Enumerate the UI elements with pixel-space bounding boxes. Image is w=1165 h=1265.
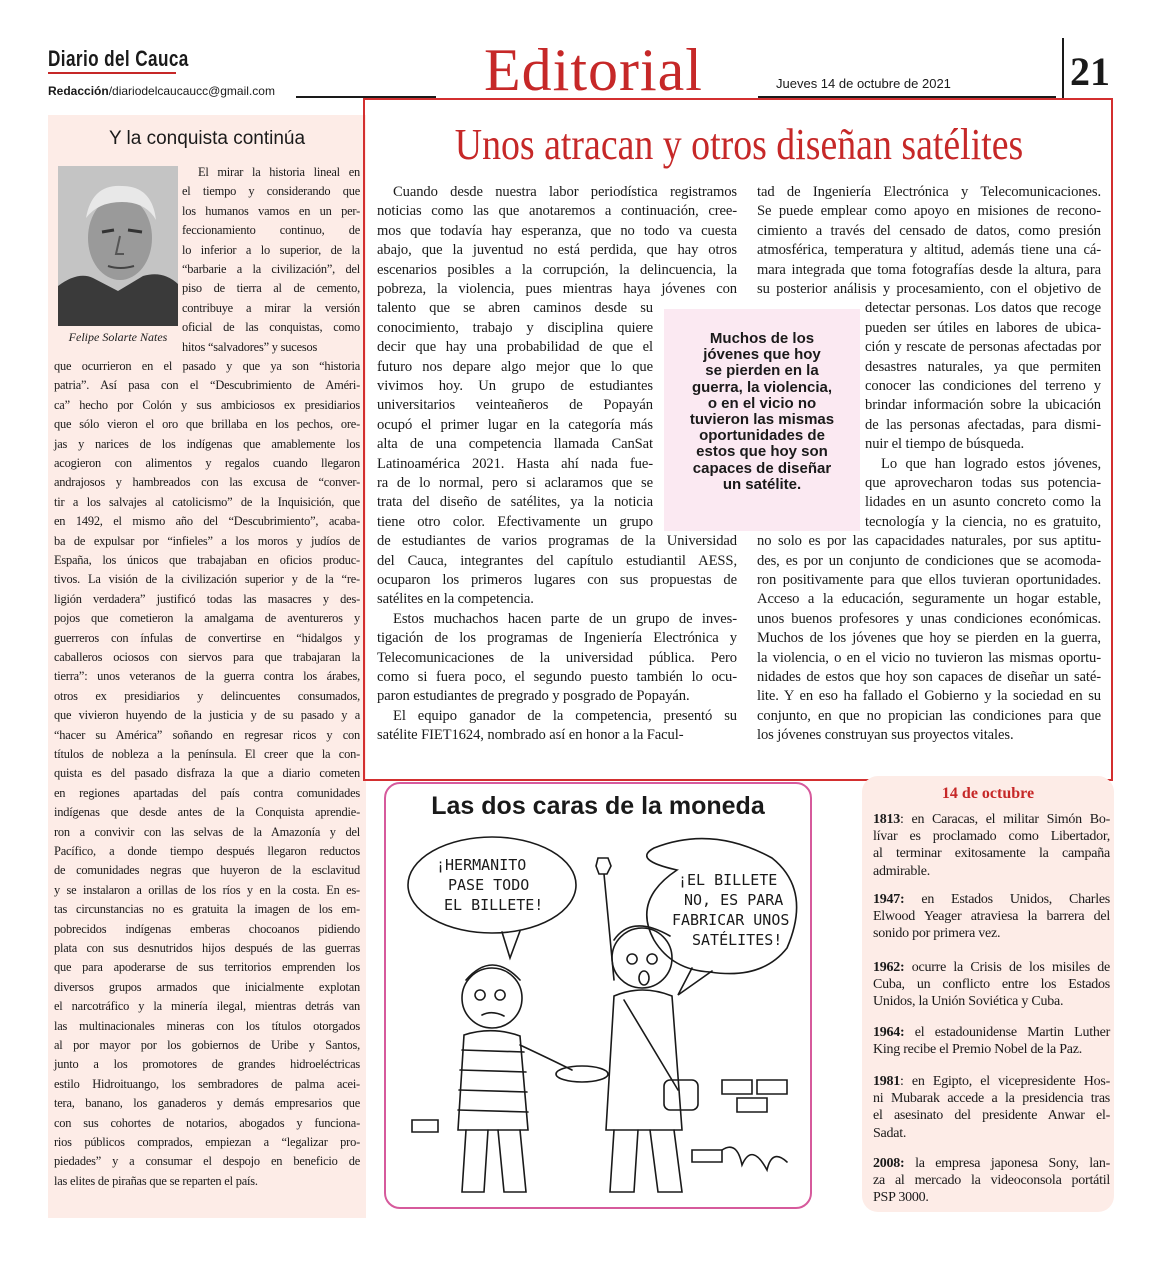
opinion-body-line: las elites de pirañas que se reparten el país. [54, 1173, 258, 1188]
editorial-line: unos buenos profesores y unas condiciones económicas. [757, 610, 1101, 627]
opinion-body-line: tivos. La visión de la civilización superior y de la “re- [54, 572, 360, 587]
opinion-body-line: rios públicos comprados, empiezan a “legalizar pro- [54, 1135, 360, 1149]
opinion-body-line: piedades” y a consumar el despojo en beneficio de [54, 1154, 360, 1169]
efemeride-line: el asesinato del presidente Anwar el- [873, 1108, 1110, 1124]
opinion-body-line: patria”. Así pasa con el “Descubrimiento de Améri- [54, 378, 360, 393]
editorial-line: Muchos de los jóvenes que hoy se pierden en la guerra, [757, 630, 1101, 647]
opinion-body-line: pobrecidos indígenas emberas chocoanos pidiendo [54, 921, 360, 936]
cartoonist-signature [722, 1147, 787, 1170]
opinion-body-line: al por mayor por los gobiernos de Uribe y Santos, [54, 1038, 360, 1052]
newspaper-brand: Diario del Cauca [48, 46, 189, 71]
author-photo [58, 166, 178, 326]
speech-left-line-2: PASE TODO [448, 876, 530, 894]
editorial-line: del Cauca, integrantes del capítulo estudiantil AESS, [377, 552, 737, 569]
efemeride-year: 1981 [873, 1074, 900, 1089]
brand-underline [48, 72, 176, 74]
editorial-line: lidades en un asunto concreto como la [865, 494, 1101, 511]
cartoon-title: Las dos caras de la moneda [431, 792, 765, 820]
editorial-line: decir que hay una probabilidad de que el [377, 339, 653, 356]
pullquote-line: tuvieron las mismas [689, 411, 835, 429]
left-character-head [462, 968, 522, 1028]
opinion-body-line: oficial de las conquistas, como [182, 320, 360, 335]
opinion-body-line: plata con sus desnutridos hijos después de las guerras [54, 941, 360, 955]
editorial-line: ra de lo normal, pero si aclaramos que se [377, 475, 653, 491]
efemeride-line [873, 891, 1110, 908]
opinion-body-line: de comunidades negras que huyeron de la esclavitud [54, 863, 360, 878]
opinion-body-line: tir a los salvajes al catolicismo” de la Inquisición, que [54, 494, 360, 509]
editorial-line: alta de una competencia llamada CanSat [377, 436, 653, 453]
page-number-separator [1062, 38, 1064, 98]
editorial-line: mos que todavía hay esperanza, que no todo va cuesta [377, 222, 737, 239]
pullquote-line: jóvenes que hoy [703, 346, 821, 364]
opinion-body-line: tas circunstancias no es gratuita la imagen de los em- [54, 902, 360, 917]
efemeride-year: 2008: [873, 1156, 905, 1171]
opinion-body-line: acogieron con alimentos y regalos cuando llegaron [54, 456, 360, 470]
page-number: 21 [1070, 49, 1110, 94]
opinion-body-line: junto a los promotores de grandes hidroeléctricas [54, 1057, 360, 1072]
opinion-body-line: ligión verdadera” justificó todas las masacres y des- [54, 591, 360, 606]
editorial-line: conocer las condiciones del terreno y [865, 378, 1101, 394]
efemeride-line: King recibe el Premio Nobel de la Paz. [873, 1042, 1082, 1058]
pullquote-line: estos que hoy son [696, 443, 828, 461]
right-character-raised-fist [596, 858, 614, 980]
opinion-body-line: con sus cohortes de notarios, abogados y funciona- [54, 1115, 360, 1130]
editorial-line: futuro nos depare algo mejor que lo que [377, 358, 653, 375]
editorial-line: tecnología y la ciencia, no es gratuito, [865, 513, 1101, 530]
efemeride-text: el estadounidense Martin Luther [904, 1025, 1110, 1040]
editorial-line: cimiento a través del censado de datos, como presión [757, 222, 1101, 239]
editorial-line: des, es por un conjunto de condiciones que se acomoda- [757, 552, 1101, 569]
editorial-line: ron positivamente para que ellos tuvieran oportunidades. [757, 572, 1101, 588]
editorial-line: ción y rescate de personas afectadas por [865, 339, 1101, 356]
speech-left-line-3: EL BILLETE! [444, 896, 544, 914]
opinion-body-line: ron a convivir con las selvas de la Amazonía y del [54, 824, 360, 839]
opinion-column-title: Y la conquista continúa [108, 128, 306, 149]
opinion-body-line: ca” hecho por Colón y sus ambiciosos ex presidiarios [54, 397, 360, 412]
opinion-body-line: Pacífico, a donde tiempo después llegaron reductos [54, 844, 360, 858]
editorial-line: lite. Y en eso ha fallado el Gobierno y la sociedad en su [757, 688, 1101, 705]
author-photo-caption: Felipe Solarte Nates [68, 330, 168, 344]
editorial-line: pueden ser útiles en labores de ubica- [865, 319, 1101, 336]
right-character-bag [664, 1080, 698, 1110]
editorial-line: abajo, que la juventud no está perdida, que hay otros [377, 242, 737, 259]
editorial-line: tiene otro color. Efectivamente un grupo [377, 513, 653, 530]
editorial-line: Latinoamérica 2021. Hasta ahí nada fue- [377, 455, 653, 472]
editorial-line: noticias como las que anotaremos a continuación, cree- [377, 203, 737, 220]
editorial-line: detectar personas. Los datos que recoge [865, 300, 1101, 317]
speech-right-line-3: FABRICAR UNOS [672, 911, 790, 929]
redaccion-email[interactable]: /diariodelcaucaucc@gmail.com [108, 84, 275, 98]
efemeride-year: 1813 [873, 812, 900, 827]
editorial-line: los jóvenes construyan sus proyectos vitales. [757, 727, 1014, 744]
editorial-line: Estos muchachos hacen parte de un grupo de inves- [393, 610, 737, 627]
pullquote-line: un satélite. [722, 475, 802, 493]
pullquote [670, 331, 854, 493]
efemerides-title: 14 de octubre [941, 785, 1035, 802]
opinion-body-line: quista es del pasado disfraza la que a diario cometen [54, 766, 360, 781]
efemeride-line: PSP 3000. [873, 1190, 929, 1206]
opinion-body-line: que sólo vieron el oro que brillaba en los pechos, ore- [54, 417, 360, 432]
opinion-body-line: lo inferior a lo superior, de la [182, 242, 360, 257]
efemeride-line: za al mercado la videoconsola portátil [873, 1173, 1110, 1189]
editorial-line: paron estudiantes de pregrado y posgrado de Popayán. [377, 688, 690, 705]
editorial-line: mara integrada que toma fotografías desde la altura, para [757, 261, 1101, 278]
opinion-body-line: España, los únicos que trabajaban en oficios produc- [54, 553, 360, 567]
editorial-line: El equipo ganador de la competencia, presentó su [393, 707, 737, 724]
efemeride-line: Sadat. [873, 1125, 907, 1141]
pullquote-line: Muchos de los [709, 330, 815, 347]
editorial-line: Lo que han logrado estos jóvenes, [881, 455, 1101, 472]
editorial-line: escenarios posibles a la corrupción, la delincuencia, la [377, 261, 737, 278]
efemeride-year: 1964: [873, 1025, 905, 1040]
efemeride-line [873, 811, 1110, 828]
editorial-line: que aprovecharon todas sus potencia- [865, 475, 1101, 491]
editorial-line: no solo es por las capacidades naturales, por sus aptitu- [757, 533, 1101, 550]
efemeride-text: ocurre la Crisis de los misiles de [904, 960, 1110, 975]
efemeride-text: : en Egipto, el vicepresidente Hos- [900, 1074, 1110, 1089]
efemeride-line: lívar es proclamado como Libertador, [873, 829, 1110, 845]
opinion-body-line: el narcotráfico y la minería ilegal, mientras detrás van [54, 999, 360, 1014]
opinion-body-line: diversos grupos armados que inicialmente explotan [54, 979, 360, 994]
editorial-line: de estudiantes de varios programas de la Universidad [377, 533, 737, 550]
editorial-line: la violencia, o en el vicio no tuvieron las mismas oportu- [757, 649, 1101, 666]
efemeride-line: Cuba, un conflicto entre los Estados [873, 977, 1110, 993]
opinion-body-line: los humanos vamos en un per- [182, 203, 360, 218]
editorial-line: ocuparon los primeros lugares con sus propuestas de [377, 572, 737, 588]
editorial-line: su posterior análisis y procesamiento, con el objetivo de [757, 281, 1101, 297]
efemeride-text: la empresa japonesa Sony, lan- [904, 1156, 1110, 1171]
opinion-body-line: ba de expulsar por “infieles” a los moros y judíos de [54, 533, 360, 548]
opinion-body-line: feccionamiento continuo, de [182, 223, 360, 238]
editorial-line: tigación de los programas de Ingeniería Electrónica y [377, 630, 737, 647]
speech-right-line-4: SATÉLITES! [692, 931, 783, 949]
cartoon-illustration [392, 830, 804, 1202]
editorial-line: desastres naturales, ya que permiten [865, 358, 1101, 375]
efemeride-line: ni Mubarak accede a la presidencia tras [873, 1091, 1110, 1107]
efemeride-line: sonido por primera vez. [873, 926, 1001, 942]
opinion-body-line: que ocurrieron en el pasado y que ya son “historia [54, 359, 360, 373]
speech-right-line-2: NO, ES PARA [684, 891, 784, 909]
efemeride-year: 1962: [873, 960, 905, 975]
editorial-line: satélite FIET1624, nombrado así en honor a la Facul- [377, 727, 684, 744]
opinion-body-line: pojos que cometieron la amalgama de aventureros y [54, 611, 360, 626]
editorial-line: vivimos hoy. Un grupo de estudiantes [377, 378, 653, 394]
efemeride-text: en Estados Unidos, Charles [904, 892, 1110, 907]
right-character-head [612, 928, 672, 988]
editorial-line: de las personas afectadas, para dismi- [865, 416, 1101, 433]
opinion-body-line: “barbarie a la civilización”, del [182, 262, 360, 276]
efemeride-text: : en Caracas, el militar Simón Bo- [900, 812, 1110, 827]
editorial-line: conjunto, en que no propician las condiciones para que [757, 707, 1101, 724]
efemeride-line: al terminar exitosamente la campaña [873, 846, 1110, 862]
editorial-line: talento que se abren caminos desde su [377, 300, 653, 317]
opinion-body-line: estilo Hidroituango, los sembradores de palma acei- [54, 1076, 360, 1091]
opinion-body-line: el tiempo y considerando que [182, 184, 360, 199]
editorial-line: conocimiento, trabajo y disciplina quiere [377, 319, 653, 336]
opinion-body-line: que para apoderarse de sus territorios emprenden los [54, 960, 360, 975]
opinion-body-line: piso de tierra al de cemento, [182, 281, 360, 296]
efemeride-line: admirable. [873, 863, 930, 879]
efemeride-line [873, 959, 1110, 976]
opinion-body-line: y se instalaron a orillas de los ríos y en la costa. En es- [54, 882, 360, 897]
opinion-body-line: tera, banano, los ganaderos y demás empresarios que [54, 1096, 360, 1111]
efemeride-line [873, 1024, 1110, 1041]
speech-right-line-1: ¡EL BILLETE [678, 871, 778, 889]
issue-date: Jueves 14 de octubre de 2021 [776, 76, 951, 91]
pullquote-line: capaces de diseñar [692, 459, 832, 477]
editorial-line: nuir el tiempo de búsqueda. [865, 436, 1025, 453]
editorial-line: Cuando desde nuestra labor periodística registramos [393, 184, 737, 200]
speech-left-line-1: ¡HERMANITO [436, 856, 527, 874]
opinion-body-line: indígenas que desde antes de la Conquista aprendie- [54, 805, 360, 820]
editorial-line: Telecomunicaciones de la universidad pública. Pero [377, 649, 737, 666]
editorial-line: Se puede emplear como apoyo en misiones de recono- [757, 203, 1101, 220]
editorial-line: trata del diseño de satélites, ya la noticia [377, 494, 653, 511]
editorial-line: atmosférica, temperatura y altitud, además tiene una cá- [757, 242, 1101, 259]
efemeride-line: Unidos, la Unión Soviética y Cuba. [873, 994, 1064, 1010]
opinion-body-line: en 1492, el mismo año del “Descubrimiento”, acaba- [54, 514, 360, 529]
editorial-line: Acceso a la educación, seguramente un hogar estable, [757, 591, 1101, 608]
pullquote-line: se pierden en la [705, 362, 819, 380]
opinion-body-line: contribuye a mirar la versión [182, 300, 360, 315]
editorial-line: brindar información sobre la ubicación [865, 397, 1101, 414]
opinion-body-line: guerreros con ínfulas de convertirse en “hidalgos y [54, 630, 360, 645]
efemeride-year: 1947: [873, 892, 905, 907]
opinion-body-line: caballeros ociosos con siervos para que trabajaran la [54, 650, 360, 664]
opinion-body-line: títulos de nobleza a la península. El creer que la con- [54, 747, 360, 761]
editorial-line: ocupó el primer lugar en la categoría más [377, 416, 653, 433]
opinion-body-line: hitos “salvadores” y sucesos [182, 339, 318, 354]
editorial-line: pobreza, la violencia, pues mientras haya jóvenes con [377, 281, 737, 297]
pullquote-line: o en el vicio no [707, 394, 817, 412]
efemeride-line: Elwood Yeager atraviesa la barrera del [873, 909, 1110, 925]
opinion-body-line: que vivieron huyendo de la justicia y de su pasado y a [54, 708, 360, 723]
editorial-line: tad de Ingeniería Electrónica y Telecomunicaciones. [757, 184, 1101, 200]
redaccion-label: Redacción [48, 84, 109, 98]
opinion-body-line: jas y narices de los indígenas que amablemente los [54, 436, 360, 451]
section-title: Editorial [484, 40, 703, 98]
efemeride-line [873, 1073, 1110, 1090]
redaccion-line [48, 84, 275, 98]
opinion-body-line: El mirar la historia lineal en [198, 165, 360, 179]
opinion-body-line: otros ex presidiarios y delincuentes consumados, [54, 688, 360, 703]
editorial-line: universitarios veinteañeros de Popayán [377, 397, 653, 414]
opinion-body-line: en regiones apartadas del país contra comunidades [54, 785, 360, 800]
efemeride-line [873, 1155, 1110, 1172]
editorial-headline: Unos atracan y otros diseñan satélites [454, 120, 1024, 169]
editorial-line: satélites en la competencia. [377, 591, 534, 608]
editorial-line: nidades de estos que hoy son capaces de diseñar un saté- [757, 669, 1101, 685]
pullquote-line: guerra, la violencia, [691, 378, 833, 396]
opinion-body-line: las multinacionales mineras con los títulos otorgados [54, 1018, 360, 1033]
opinion-body-line: tierra”: unos veteranos de la guerra contra los árabes, [54, 669, 360, 684]
opinion-body-line: “hacer su América” soñando en regresar ricos y con [54, 727, 360, 742]
editorial-line: como si fuera poco, el segundo puesto también lo ocu- [377, 669, 737, 685]
opinion-body-line: andrajosos y hambreados con las excusa de “conver- [54, 475, 360, 490]
pullquote-line: oportunidades de [699, 427, 825, 445]
